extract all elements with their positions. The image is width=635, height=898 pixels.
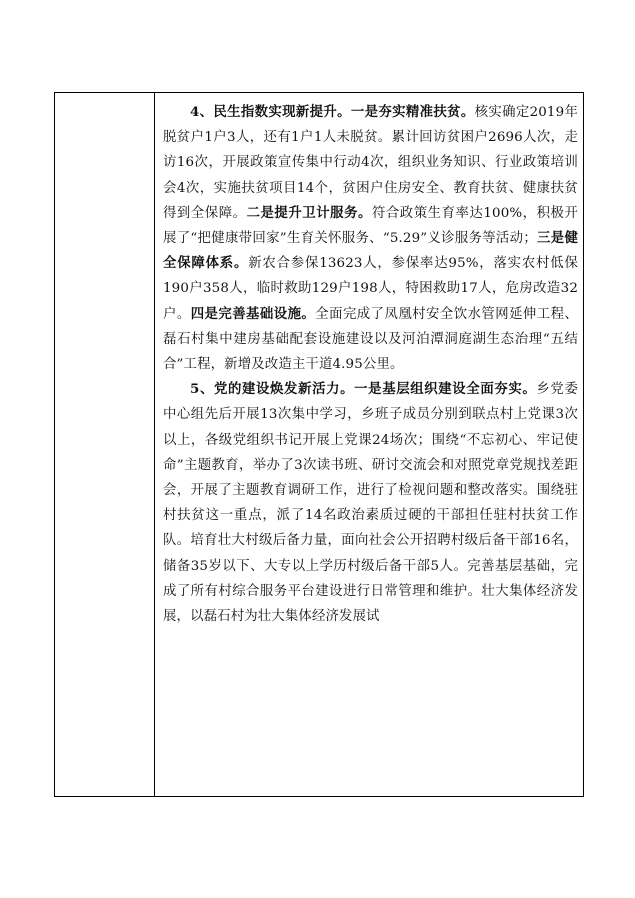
- table-label-column: [55, 93, 155, 796]
- report-table: [54, 92, 584, 797]
- paragraph-livelihood: [163, 100, 578, 377]
- subheading-security: 三是健全保障体系。: [163, 230, 578, 272]
- subheading-poverty: 一是夯实精准扶贫。: [350, 104, 475, 120]
- paragraph-party: [163, 377, 578, 629]
- heading-party: 5、党的建设焕发新活力。: [190, 381, 355, 398]
- text-infrastructure: 全面完成了凤凰村安全饮水管网延伸工程、磊石村集中建房基础配套设施建设以及河泊潭洞庭湖生态治理“五结合”工程，新增及改造主干道4.95公里。: [163, 306, 578, 373]
- text-health: 符合政策生育率达100%，积极开展了“把健康带回家”生育关怀服务、“5.29”义诊服务等活动；: [163, 205, 578, 247]
- text-organization: 乡党委中心组先后开展13次集中学习，乡班子成员分别到联点村上党课3次以上，各级党组织书记开展上党课24场次；围绕“不忘初心、牢记使命”主题教育，举办了3次读书班、研讨交流会和对照党章党规找差距会，开展了主题教育调研工作，进行了检视问题和整改落实。围绕驻村扶贫这一重点，派了14名政治素质过硬的干部担任驻村扶贫工作队。培育壮大村级后备力量，面向社会公开招聘村级后备干部16名，储备35岁以下、大专以上学历村级后备干部5人。完善基层基础，完成了所有村综合服务平台建设进行日常管理和维护。壮大集体经济发展，以磊石村为壮大集体经济发展试: [163, 382, 578, 625]
- text-security: 新农合参保13623人，参保率达95%，落实农村低保190户358人，临时救助129户198人，特困救助17人，危房改造32户。: [163, 256, 578, 322]
- heading-livelihood: 4、民生指数实现新提升。: [190, 104, 351, 120]
- subheading-organization: 一是基层组织建设全面夯实。: [354, 381, 537, 398]
- subheading-health: 二是提升卫计服务。: [246, 204, 372, 221]
- subheading-infrastructure: 四是完善基础设施。: [190, 305, 316, 322]
- table-content-cell: [156, 93, 583, 796]
- text-poverty: 核实确定2019年脱贫户1户3人，还有1户1人未脱贫。累计回访贫困户2696人次，走访16次，开展政策宣传集中行动4次，组织业务知识、行业政策培训会4次，实施扶贫项目14个，贫困户住房安全、教育扶贫、健康扶贫得到全保障。: [163, 105, 578, 221]
